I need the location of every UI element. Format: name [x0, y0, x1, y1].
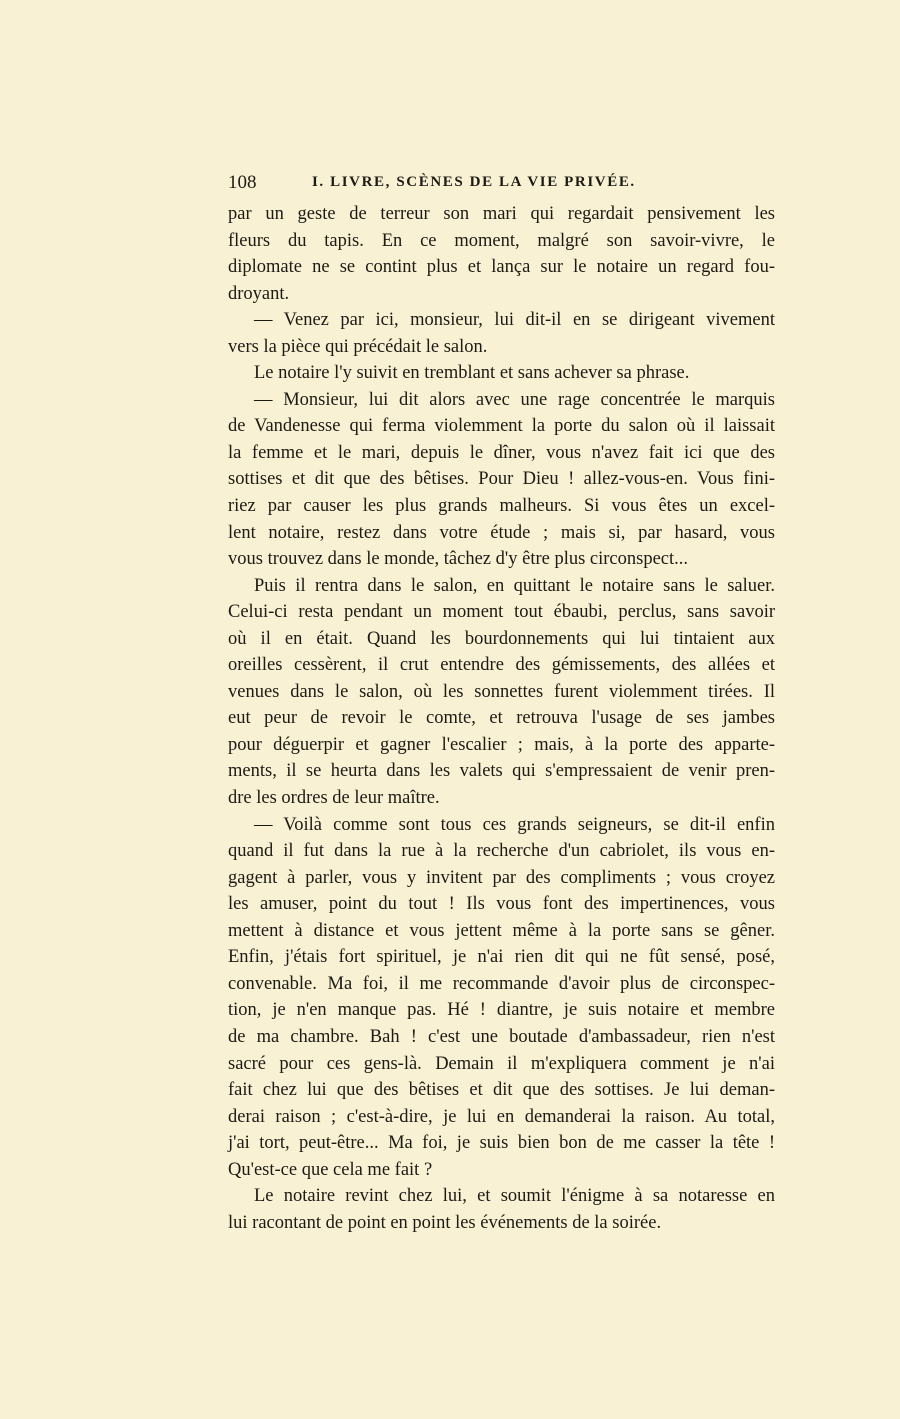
text-line: derai raison ; c'est-à-dire, je lui en demanderai la raison. Au total, — [228, 1106, 775, 1127]
text-line: les amuser, point du tout ! Ils vous font des impertinences, vous — [228, 894, 775, 915]
text-line: Le notaire l'y suivit en tremblant et sans achever sa phrase. — [254, 363, 690, 384]
text-line: convenable. Ma foi, il me recommande d'avoir plus de circonspec- — [228, 973, 775, 994]
text-line: gagent à parler, vous y invitent par des compliments ; vous croyez — [228, 867, 775, 888]
text-line: sottises et dit que des bêtises. Pour Dieu ! allez-vous-en. Vous fini- — [228, 469, 775, 490]
text-line: de Vandenesse qui ferma violemment la porte du salon où il laissait — [228, 416, 775, 437]
body-text — [228, 201, 775, 1236]
text-line: fait chez lui que des bêtises et dit que des sottises. Je lui deman- — [228, 1080, 775, 1101]
text-line: quand il fut dans la rue à la recherche d'un cabriolet, ils vous en- — [228, 841, 775, 862]
text-line: de ma chambre. Bah ! c'est une boutade d'ambassadeur, rien n'est — [228, 1026, 775, 1047]
text-line: tion, je n'en manque pas. Hé ! diantre, je suis notaire et membre — [228, 1000, 775, 1021]
text-line: vous trouvez dans le monde, tâchez d'y être plus circonspect... — [228, 549, 689, 570]
text-line: venues dans le salon, où les sonnettes furent violemment tirées. Il — [228, 681, 775, 702]
text-line: riez par causer les plus grands malheurs. Si vous êtes un excel- — [228, 496, 775, 517]
running-title: I. LIVRE, SCÈNES DE LA VIE PRIVÉE. — [312, 174, 636, 190]
text-line: par un geste de terreur son mari qui regardait pensivement les — [228, 204, 775, 224]
text-line: fleurs du tapis. En ce moment, malgré son savoir-vivre, le — [228, 230, 775, 251]
text-line: lent notaire, restez dans votre étude ; mais si, par hasard, vous — [228, 522, 775, 543]
text-line: ments, il se heurta dans les valets qui s'empressaient de venir pren- — [228, 761, 775, 782]
text-line: — Monsieur, lui dit alors avec une rage concentrée le marquis — [254, 389, 775, 410]
text-line: Le notaire revint chez lui, et soumit l'énigme à sa notaresse en — [254, 1186, 775, 1207]
text-line: lui racontant de point en point les événements de la soirée. — [228, 1212, 662, 1233]
text-line: — Voilà comme sont tous ces grands seigneurs, se dit-il enfin — [254, 814, 775, 835]
text-line: vers la pièce qui précédait le salon. — [228, 336, 488, 357]
text-line: dre les ordres de leur maître. — [228, 788, 440, 809]
text-line: diplomate ne se contint plus et lança sur le notaire un regard fou- — [228, 257, 775, 278]
page-header — [228, 172, 775, 196]
text-line: — Venez par ici, monsieur, lui dit-il en se dirigeant vivement — [254, 310, 775, 331]
text-line: pour déguerpir et gagner l'escalier ; mais, à la porte des apparte- — [228, 734, 775, 755]
text-line: mettent à distance et vous jettent même à la porte sans se gêner. — [228, 920, 775, 941]
text-line: Enfin, j'étais fort spirituel, je n'ai rien dit qui ne fût sensé, posé, — [228, 947, 775, 968]
text-line: j'ai tort, peut-être... Ma foi, je suis bien bon de me casser la tête ! — [228, 1133, 775, 1154]
text-line: oreilles cessèrent, il crut entendre des gémissements, des allées et — [228, 655, 775, 676]
text-line: Qu'est-ce que cela me fait ? — [228, 1159, 433, 1180]
text-line: sacré pour ces gens-là. Demain il m'expliquera comment je n'ai — [228, 1053, 775, 1074]
text-line: où il en était. Quand les bourdonnements qui lui tintaient aux — [228, 628, 775, 649]
text-line: Puis il rentra dans le salon, en quittant le notaire sans le saluer. — [254, 575, 775, 596]
page-number: 108 — [228, 172, 257, 193]
text-line: Celui-ci resta pendant un moment tout ébaubi, perclus, sans savoir — [228, 602, 775, 623]
text-line: la femme et le mari, depuis le dîner, vous n'avez fait ici que des — [228, 442, 775, 463]
text-line: eut peur de revoir le comte, et retrouva l'usage de ses jambes — [228, 708, 775, 729]
text-line: droyant. — [228, 283, 290, 304]
